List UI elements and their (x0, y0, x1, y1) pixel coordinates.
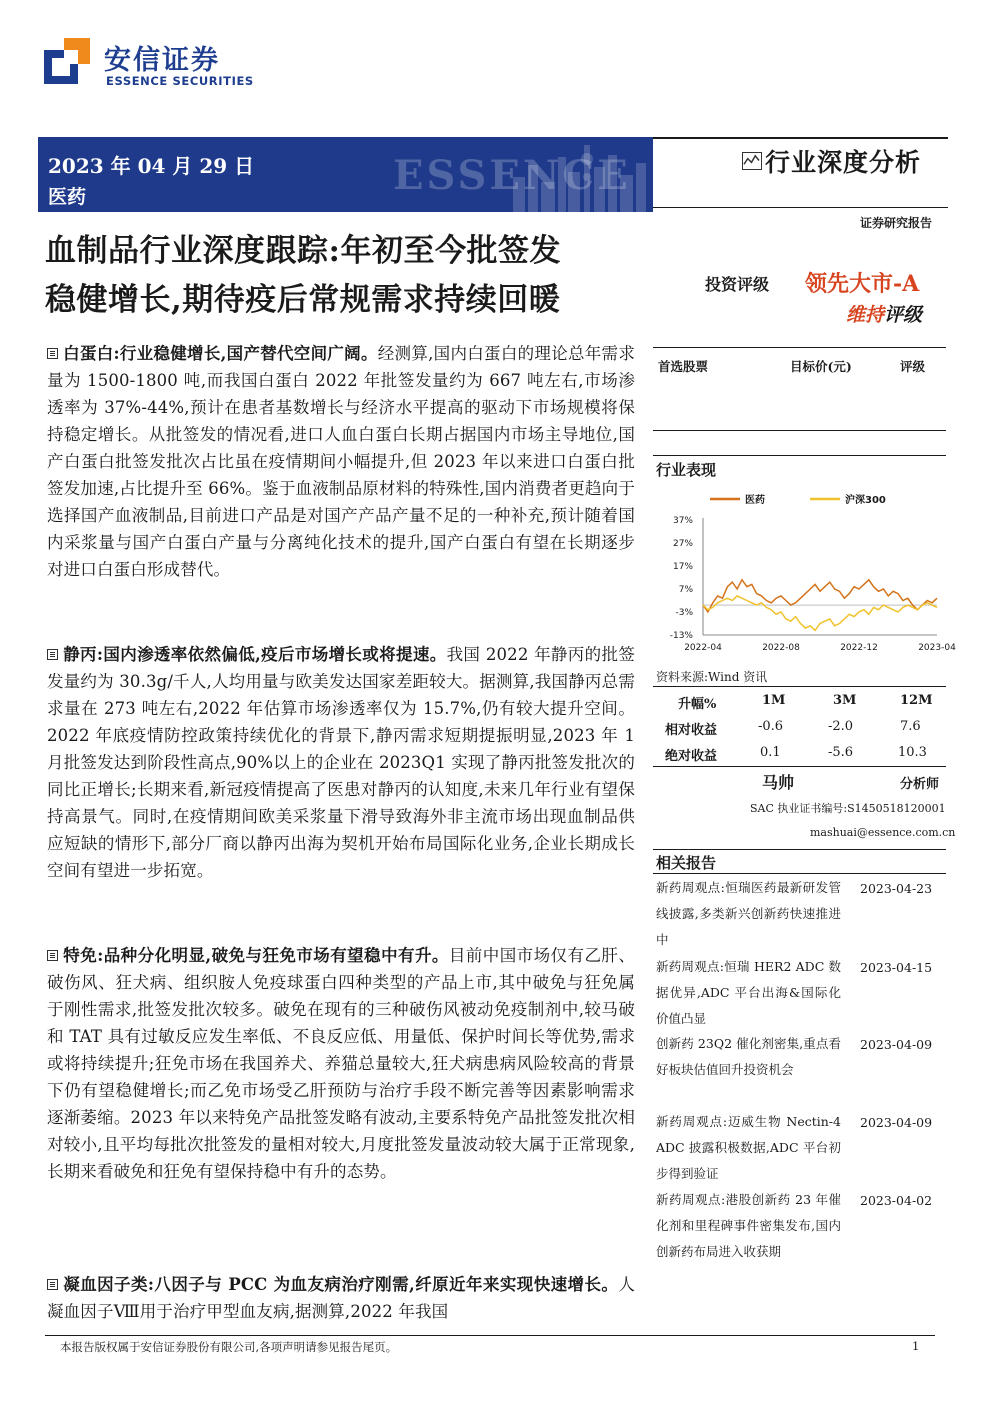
chart-trend-icon (742, 152, 762, 170)
perf-cell: 7.6 (900, 719, 921, 734)
report-subtype: 证券研究报告 (860, 216, 933, 230)
section-lead: 白蛋白:行业稳健增长,国产替代空间广阔。 (63, 344, 378, 363)
section-lead: 静丙:国内渗透率依然偏低,疫后市场增长或将提速。 (63, 645, 447, 664)
bullet-icon (47, 348, 58, 359)
series-line (703, 596, 937, 631)
related-title: 相关报告 (656, 854, 717, 872)
title-line-2: 稳健增长,期待疫后常规需求持续回暖 (45, 282, 561, 318)
perf-header-1m: 1M (762, 693, 786, 708)
header-rule-mid (653, 207, 948, 208)
rating-status-keep: 维持 (846, 304, 885, 326)
related-item-date: 2023-04-23 (860, 881, 933, 896)
section-text: 人凝血因子Ⅷ用于治疗甲型血友病,据测算,2022 年我国 (47, 1275, 635, 1321)
bullet-icon (47, 1279, 58, 1290)
related-item-date: 2023-04-02 (860, 1193, 933, 1208)
rating-status-suffix: 评级 (884, 304, 923, 326)
perf-row-label: 绝对收益 (665, 749, 718, 764)
analyst-cert: SAC 执业证书编号:S1450518120001 (750, 802, 946, 815)
page-number: 1 (912, 1339, 920, 1353)
title-line-1: 血制品行业深度跟踪:年初至今批签发 (45, 233, 561, 269)
legend-label: 医药 (745, 495, 765, 506)
chart-x-axis (684, 635, 956, 653)
header-rule-top (653, 137, 948, 139)
perf-header-3m: 3M (833, 693, 857, 708)
related-item-date: 2023-04-09 (860, 1115, 933, 1130)
perf-cell: -2.0 (828, 719, 854, 734)
perf-header-change: 升幅% (678, 697, 717, 712)
y-tick-label: 17% (672, 562, 693, 572)
rating-value: 领先大市-A (805, 271, 920, 297)
y-tick-label: 27% (672, 539, 693, 549)
logo-chinese-name: 安信证券 (104, 45, 220, 76)
stock-col-preferred: 首选股票 (658, 359, 709, 374)
related-item-date: 2023-04-15 (860, 960, 933, 975)
logo-english-name: ESSENCE SECURITIES (106, 74, 254, 88)
y-tick-label: 7% (678, 585, 693, 595)
section-lead: 凝血因子类:八因子与 PCC 为血友病治疗刚需,纤原近年来实现快速增长。 (63, 1275, 619, 1294)
chart-legend (710, 493, 886, 506)
section-special-immunoglobulin (47, 942, 635, 1185)
section-text: 目前中国市场仅有乙肝、破伤风、狂犬病、组织胺人免疫球蛋白四种类型的产品上市,其中破免与狂免属于刚性需求,批签发批次较多。破免在现有的三种破伤风被动免疫制剂中,较马破和 TAT 具有过敏反应发生率低、不良反应低、用量低、保护时间长等优势,需求或将持续提升;狂免市场在我国养犬、养猫总量较大,狂犬病患病风险较高的背景下仍有望稳健增长;而乙免市场受乙肝预防与治疗手段不断完善等因素影响需求逐渐萎缩。2023 年以来特免产品批签发略有波动,主要系特免产品批签发批次相对较小,且平均每批次批签发的量相对较大,月度批签发量波动较大属于正常现象,长期来看破免和狂免有望保持稳中有升的态势。 (47, 946, 635, 1181)
report-date: 2023 年 04 月 29 日 (48, 154, 255, 178)
perf-cell: 0.1 (760, 745, 781, 760)
chart-plot-area (703, 580, 937, 631)
report-type-label: 行业深度分析 (765, 148, 922, 177)
rating-label: 投资评级 (705, 275, 770, 294)
section-text: 我国 2022 年静丙的批签发量约为 30.3g/千人,人均用量与欧美发达国家差距较大。据测算,我国静丙总需求量在 273 吨左右,2022 年估算市场渗透率仅为 15.7%,仍有较大提升空间。2022 年底疫情防控政策持续优化的背景下,静丙需求短期提振明显,2023 年 1 月批签发达到阶段性高点,90%以上的企业在 2023Q1 实现了静丙批签发批次的同比正增长;长期来看,新冠疫情提高了医患对静丙的认知度,未来几年行业有望保持高景气。同时,在疫情期间欧美采浆量下滑导致海外非主流市场出现血制品供应短缺的情形下,部分厂商以静丙出海为契机开始布局国际化业务,企业长期成长空间有望进一步拓宽。 (47, 645, 635, 880)
rating-status (846, 300, 922, 327)
related-item[interactable]: 创新药 23Q2 催化剂密集,重点看好板块估值回升投资机会 (656, 1036, 841, 1077)
chart-source: 资料来源:Wind 资讯 (656, 670, 768, 684)
industry-rule (653, 455, 946, 456)
x-tick-label: 2023-04 (918, 643, 956, 653)
chart-y-axis (670, 516, 703, 641)
related-rule-top (653, 849, 946, 850)
y-tick-label: -3% (675, 608, 693, 618)
bullet-icon (47, 950, 58, 961)
analyst-email[interactable]: mashuai@essence.com.cn (810, 826, 956, 839)
x-tick-label: 2022-08 (762, 643, 800, 653)
company-logo-icon (44, 38, 90, 84)
x-tick-label: 2022-04 (684, 643, 722, 653)
perf-cell: -5.6 (828, 745, 854, 760)
header-banner (38, 137, 653, 212)
related-item[interactable]: 新药周观点:恒瑞 HER2 ADC 数据优异,ADC 平台出海&国际化价值凸显 (656, 959, 841, 1026)
footer-disclaimer: 本报告版权属于安信证券股份有限公司,各项声明请参见报告尾页。 (60, 1340, 398, 1354)
section-albumin (47, 340, 635, 583)
perf-cell: -0.6 (758, 719, 784, 734)
industry-title: 行业表现 (656, 461, 717, 479)
stock-table-rule-top (653, 347, 946, 348)
perf-cell: 10.3 (898, 745, 927, 760)
related-item-date: 2023-04-09 (860, 1037, 933, 1052)
related-item[interactable]: 新药周观点:恒瑞医药最新研发管线披露,多类新兴创新药快速推进中 (656, 880, 841, 947)
x-tick-label: 2022-12 (840, 643, 878, 653)
perf-header-12m: 12M (900, 693, 933, 708)
perf-row-label: 相对收益 (665, 723, 718, 738)
report-sector: 医药 (48, 186, 87, 208)
stock-table-rule-bottom (653, 430, 946, 431)
related-item[interactable]: 新药周观点:迈威生物 Nectin-4 ADC 披露积极数据,ADC 平台初步得到验证 (656, 1114, 841, 1181)
report-title (45, 227, 655, 325)
industry-performance-chart (655, 485, 956, 655)
analyst-role: 分析师 (900, 777, 940, 792)
stock-col-target-price: 目标价(元) (790, 359, 852, 374)
section-text: 经测算,国内白蛋白的理论总年需求量为 1500-1800 吨,而我国白蛋白 2022 年批签发量约为 667 吨左右,市场渗透率为 37%-44%,预计在患者基数增长与经济水平提高的驱动下市场规模将保持稳定增长。从批签发的情况看,进口人血白蛋白长期占据国内市场主导地位,国产白蛋白批签发批次占比虽在疫情期间小幅提升,但 2023 年以来进口白蛋白批签发加速,占比提升至 66%。鉴于血液制品原材料的特殊性,国内消费者更趋向于选择国产血液制品,目前进口产品是对国产产品产量不足的一种补充,预计随着国内采浆量与国产白蛋白产量与分离纯化技术的提升,国产白蛋白有望在长期逐步对进口白蛋白形成替代。 (47, 344, 635, 579)
banner-watermark: ESSENCE (393, 152, 631, 199)
report-type (742, 143, 921, 179)
section-ivig (47, 641, 635, 884)
footer-rule (45, 1335, 935, 1336)
bullet-icon (47, 649, 58, 660)
y-tick-label: 37% (672, 516, 693, 526)
perf-rule-top (653, 686, 946, 687)
related-rule-bottom (653, 873, 946, 874)
legend-label: 沪深300 (845, 495, 886, 506)
perf-rule-bottom (653, 766, 946, 767)
section-coagulation-factors (47, 1271, 635, 1325)
y-tick-label: -13% (669, 631, 693, 641)
analyst-name: 马帅 (762, 773, 795, 792)
stock-col-rating: 评级 (900, 359, 926, 374)
related-item[interactable]: 新药周观点:港股创新药 23 年催化剂和里程碑事件密集发布,国内创新药布局进入收获期 (656, 1192, 841, 1259)
section-lead: 特免:品种分化明显,破免与狂免市场有望稳中有升。 (63, 946, 449, 965)
